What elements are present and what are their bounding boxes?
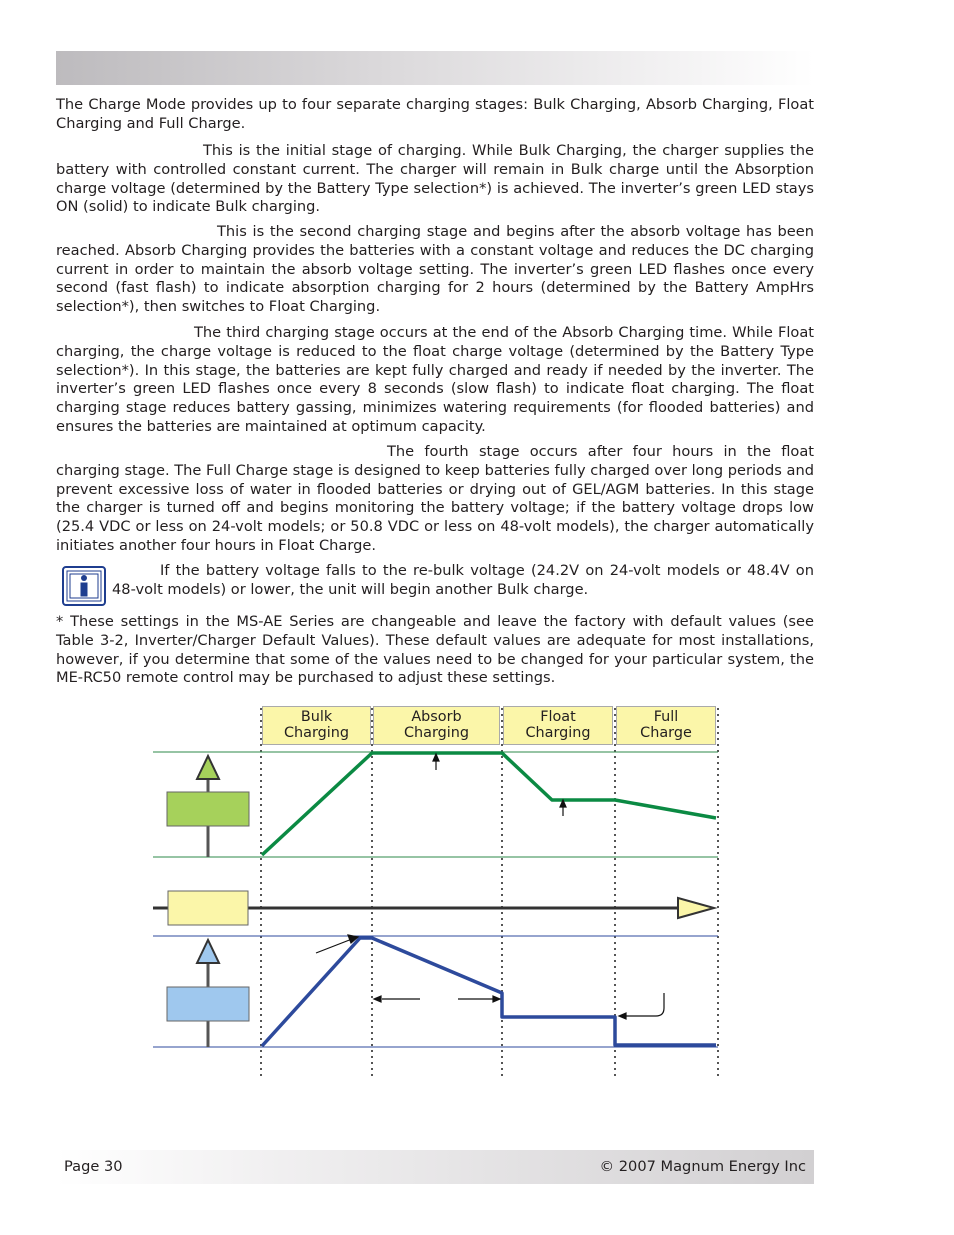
stage-label-bulk: Bulk Charging <box>262 706 371 745</box>
annotation-pointers <box>316 754 664 1019</box>
float-charging-paragraph: The third charging stage occurs at the end of the Absorb Charging time. While Float charging, the charge voltage is reduced to the float charge voltage (determined by the Battery Type selection*). In this stage, the batteries are kept fully charged and ready if needed by the inverter. The inverter’s green LED flashes once every 8 seconds (slow flash) to indicate float charging. The float charging stage reduces battery gassing, minimizes watering requirements (for flooded batteries) and ensures the batteries are maintained at optimum capacity. <box>56 324 814 435</box>
voltage-curve <box>262 753 716 855</box>
time-axis-label-box <box>168 891 248 925</box>
current-axis-label-box <box>167 987 249 1021</box>
absorb-charging-paragraph: This is the second charging stage and begins after the absorb voltage has been reached. Absorb Charging provides the batteries with a constant voltage and reduces the DC charging current in order to maintain the absorb voltage setting. The inverter’s green LED flashes once every second (fast flash) to indicate absorption charging for 2 hours (determined by the Battery AmpHrs selection*), then switches to Float Charging. <box>56 223 814 316</box>
full-charge-paragraph: The fourth stage occurs after four hours in the float charging stage. The Full Charge stage is designed to keep batteries fully charged over long periods and prevent excessive loss of water in flooded batteries or drying out of GEL/AGM batteries. In this stage the charger is turned off and begins monitoring the battery voltage; if the battery voltage drops low (25.4 VDC or less on 24-volt models; or 50.8 VDC or less on 48-volt models), the charger automatically initiates another four hours in Float Charge. <box>56 443 814 554</box>
footnote-paragraph: * These settings in the MS-AE Series are changeable and leave the factory with default values (see Table 3-2, Inverter/Charger Default Values). These default values are adequate for most installations, however, if you determine that some of the values need to be changed for your particular system, the ME-RC50 remote control may be purchased to adjust these settings. <box>56 613 814 687</box>
rebulk-note-paragraph: If the battery voltage falls to the re-bulk voltage (24.2V on 24-volt models or 48.4V on 48-volt models) or lower, the unit will begin another Bulk charge. <box>112 562 814 598</box>
page-number: Page 30 <box>64 1158 123 1175</box>
bulk-charging-paragraph: This is the initial stage of charging. While Bulk Charging, the charger supplies the battery with controlled constant current. The charger will remain in Bulk charge until the Absorption charge voltage (determined by the Battery Type selection*) is achieved. The inverter’s green LED stays ON (solid) to indicate Bulk charging. <box>56 142 814 216</box>
stage-dividers <box>261 708 718 1076</box>
stage-label-float: Float Charging <box>503 706 613 745</box>
intro-paragraph: The Charge Mode provides up to four separate charging stages: Bulk Charging, Absorb Charging, Float Charging and Full Charge. <box>56 96 814 132</box>
copyright-text: © 2007 Magnum Energy Inc <box>599 1158 806 1175</box>
current-curve <box>262 938 716 1046</box>
stage-label-full: Full Charge <box>616 706 716 745</box>
stage-label-absorb: Absorb Charging <box>373 706 500 745</box>
voltage-axis-label-box <box>167 792 249 826</box>
